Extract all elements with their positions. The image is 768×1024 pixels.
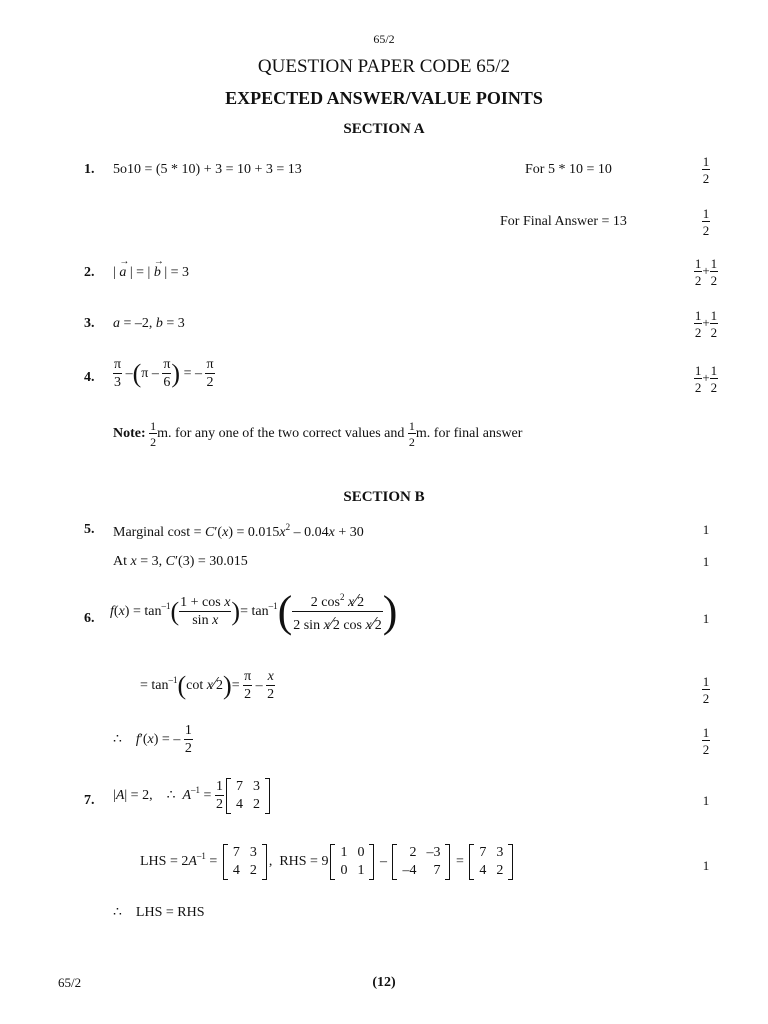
q1-answer: 5o10 = (5 * 10) + 3 = 10 + 3 = 13 (113, 162, 302, 177)
note-line: Note: $\frac{1}{2}$ m. for any one of the two correct values and $\frac{1}{2}$ m. for final answer (113, 419, 523, 449)
marks-cell: 1 (702, 858, 710, 873)
note-text-1: m. for any one of the two correct values and (157, 426, 405, 442)
page-title: QUESTION PAPER CODE 65/2 (257, 56, 511, 77)
q5-line1: Marginal $\cos t = C'(x) = 0.015x^2 - 0.04x + 30$ (113, 522, 364, 540)
question-number: 3. (84, 316, 95, 331)
q6-line2: = $\tan^{-1}(\cot$ x⁄2)= $\frac{\pi}{2}$ – $\frac{x}{2}$ (140, 669, 275, 702)
question-number: 1. (84, 162, 95, 177)
question-number: 7. (84, 793, 95, 808)
page-code-top: 65/2 (373, 32, 395, 46)
marks-cell: $\frac{1}{2}$ + $\frac{1}{2}$ (694, 256, 718, 288)
question-number: 5. (84, 522, 95, 537)
page-number: (12) (372, 975, 396, 990)
footer-code: 65/2 (58, 975, 82, 990)
marks-cell: 1 (702, 793, 710, 808)
section-a-heading: SECTION A (343, 121, 425, 137)
page-subtitle: EXPECTED ANSWER/VALUE POINTS (225, 88, 543, 108)
note-label: Note: (113, 426, 146, 442)
q6-line3: ∴ f′(x) = – $\frac{1}{2}$ (113, 723, 192, 756)
q7-conclusion: ∴ LHS = RHS (113, 905, 205, 920)
q5-line2: At x = 3, C′(3) = 30.015 (113, 554, 248, 569)
section-b-heading: SECTION B (343, 489, 425, 505)
marks-cell: 1 (702, 611, 710, 626)
marks-cell: $\frac{1}{2}$ (702, 206, 710, 238)
q6-line1: $f(x) = \tan^{-1}$( $\frac{\text{1 + cos x}}{\text{sin x}}$ )= $\tan^{-1}$( $\frac{2 \cos^2 x⁄2}{\text{2 sin x⁄2 cos x⁄2}}$ ) (110, 587, 398, 636)
q7-line1: |A| = 2, ∴ $A^{-1}$ = $\frac{1}{2}$ 7 3 4 2 (113, 778, 272, 814)
q7-line2: LHS = $2A^{-1}$ = 7 3 4 2 , RHS = 9 1 0 0 1 – 2 –3 –4 7 = 7 3 4 2 (140, 844, 515, 880)
marks-cell: $\frac{1}{2}$ (702, 725, 710, 757)
question-number: 6. (84, 611, 95, 626)
q1-step1-label: For 5 * 10 = 10 (525, 162, 612, 177)
q2-answer: | a → | = | b → | = 3 (113, 256, 190, 280)
question-number: 4. (84, 370, 95, 385)
marks-cell: $\frac{1}{2}$ (702, 154, 710, 186)
marks-cell: 1 (702, 522, 710, 537)
q4-answer: $\frac{\pi}{3}$ –(π – $\frac{\pi}{6}$ ) = – $\frac{\pi}{2}$ (114, 357, 214, 390)
q3-answer: a = –2, b = 3 (113, 316, 185, 331)
marks-cell: $\frac{1}{2}$ (702, 674, 710, 706)
q1-step2-label: For Final Answer = 13 (500, 214, 627, 229)
note-text-2: m. for final answer (415, 426, 523, 442)
question-number: 2. (84, 265, 95, 280)
marks-cell: $\frac{1}{2}$ + $\frac{1}{2}$ (694, 363, 718, 395)
marks-cell: $\frac{1}{2}$ + $\frac{1}{2}$ (694, 308, 718, 340)
marks-cell: 1 (702, 554, 710, 569)
